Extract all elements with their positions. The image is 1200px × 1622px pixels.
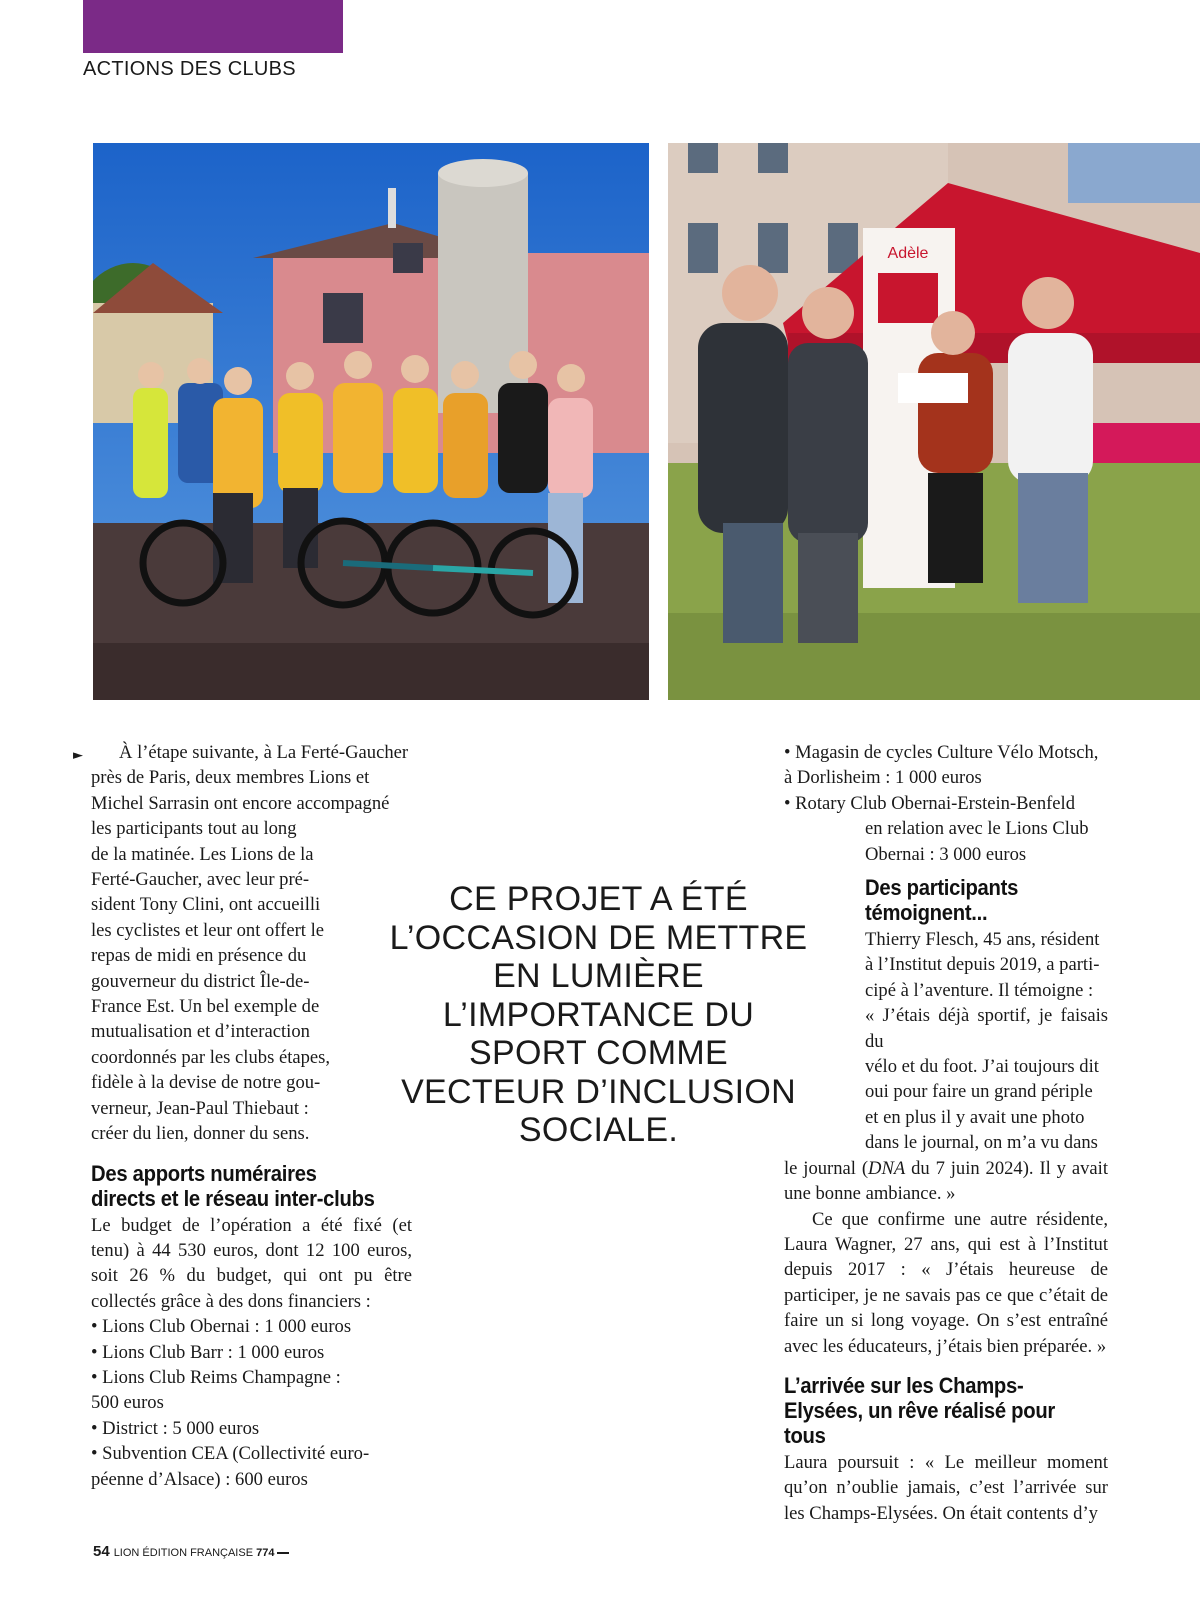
testimony-line: et en plus il y avait une photo xyxy=(865,1106,1085,1128)
intro-line: coordonnés par les clubs étapes, xyxy=(91,1046,331,1068)
cyclists-photo-illustration xyxy=(93,143,649,700)
intro-line: les participants tout au long xyxy=(91,818,297,840)
right-column xyxy=(784,740,1108,1526)
page-footer xyxy=(93,1543,289,1560)
donation-item: 500 euros xyxy=(91,1392,164,1414)
testimony-line: cipé à l’aventure. Il témoigne : xyxy=(865,979,1094,1001)
testimony-dna: DNA xyxy=(868,1157,906,1179)
footer-dash xyxy=(277,1552,289,1554)
budget-paragraph: Le budget de l’opération a été fixé (et tenu) à 44 530 euros, dont 12 100 euros, soit 26 % du budget, qui ont pu être collectés grâce à des dons financiers : xyxy=(91,1214,412,1312)
left-column xyxy=(91,740,412,1492)
intro-line: près de Paris, deux membres Lions et xyxy=(91,767,370,789)
intro-line: gouverneur du district Île-de- xyxy=(91,970,310,992)
issue-number: 774 xyxy=(256,1547,275,1559)
donation-item: péenne d’Alsace) : 600 euros xyxy=(91,1468,308,1490)
intro-line: Ferté-Gaucher, avec leur pré- xyxy=(91,869,310,891)
testimony-wide-post: du 7 juin 2024). Il y avait une bonne ambiance. » xyxy=(784,1157,1108,1205)
donation-item: • Magasin de cycles Culture Vélo Motsch, xyxy=(784,742,1099,763)
donation-item: • Rotary Club Obernai-Erstein-Benfeld xyxy=(784,792,1076,814)
donation-item: à Dorlisheim : 1 000 euros xyxy=(784,767,982,789)
testimony-line: à l’Institut depuis 2019, a parti- xyxy=(865,954,1100,976)
section-heading-temoignent: Des participants témoignent... xyxy=(865,875,1019,926)
intro-line: mutualisation et d’interaction xyxy=(91,1021,310,1043)
cyclists-group-photo xyxy=(93,143,649,700)
intro-line: verneur, Jean-Paul Thiebaut : xyxy=(91,1097,309,1119)
intro-line: de la matinée. Les Lions de la xyxy=(91,843,314,865)
intro-line: fidèle à la devise de notre gou- xyxy=(91,1072,321,1094)
donation-item: • Lions Club Reims Champagne : xyxy=(91,1366,341,1388)
intro-line: France Est. Un bel exemple de xyxy=(91,996,320,1018)
confirm-paragraph: Ce que confirme une autre résidente, Laura Wagner, 27 ans, qui est à l’Institut depuis 2017 : « J’étais heureuse de participer, je ne savais pas ce que c’était de faire un si long voyage. On s’est entraîné avec les éducateurs, j’étais bien préparée. » xyxy=(784,1208,1108,1357)
banner-text: Adèle xyxy=(887,245,929,262)
donation-item: en relation avec le Lions Club xyxy=(865,818,1089,840)
donation-item: • District : 5 000 euros xyxy=(91,1417,260,1439)
cheque-presentation-photo xyxy=(668,143,1200,700)
testimony-line: vélo et du foot. J’ai toujours dit xyxy=(865,1056,1099,1078)
intro-line: repas de midi en présence du xyxy=(91,945,307,967)
testimony-line: « J’étais déjà sportif, je faisais du xyxy=(865,1005,1108,1052)
donation-item: • Lions Club Obernai : 1 000 euros xyxy=(91,1316,352,1338)
final-paragraph: Laura poursuit : « Le meilleur moment qu’on n’oublie jamais, c’est l’arrivée sur les Champs-Elysées. On était contents d’y xyxy=(784,1451,1108,1524)
testimony-line: dans le journal, on m’a vu dans xyxy=(865,1132,1098,1154)
intro-line: créer du lien, donner du sens. xyxy=(91,1123,310,1145)
donation-item: Obernai : 3 000 euros xyxy=(865,843,1027,865)
testimony-line: oui pour faire un grand périple xyxy=(865,1081,1093,1103)
cheque-photo-illustration xyxy=(668,143,1200,700)
testimony-wide-pre: le journal ( xyxy=(784,1157,869,1179)
intro-line: sident Tony Clini, ont accueilli xyxy=(91,894,321,916)
header-accent-bar xyxy=(83,0,343,53)
publication-name: LION ÉDITION FRANÇAISE xyxy=(113,1547,254,1559)
section-heading-apports: Des apports numéraires directs et le réseau inter-clubs xyxy=(91,1160,375,1211)
intro-line: À l’étape suivante, à La Ferté-Gaucher xyxy=(119,742,409,763)
testimony-wide xyxy=(784,1156,1108,1207)
continuation-arrow-icon: ► xyxy=(73,748,83,763)
intro-line: les cyclistes et leur ont offert le xyxy=(91,919,325,941)
section-label: ACTIONS DES CLUBS xyxy=(83,58,296,80)
donation-item: • Subvention CEA (Collectivité euro- xyxy=(91,1443,370,1465)
pull-quote: CE PROJET A ÉTÉ L’OCCASION DE METTRE EN LUMIÈRE L’IMPORTANCE DU SPORT COMME VECTEUR D’INCLUSION SOCIALE. xyxy=(389,880,808,1149)
section-heading-arrivee: L’arrivée sur les Champs-Elysées, un rêve réalisé pour tous xyxy=(784,1372,1056,1448)
intro-line: Michel Sarrasin ont encore accompagné xyxy=(91,792,390,814)
testimony-line: Thierry Flesch, 45 ans, résident xyxy=(865,929,1100,951)
donation-item: • Lions Club Barr : 1 000 euros xyxy=(91,1341,325,1363)
page-number: 54 xyxy=(93,1543,110,1560)
